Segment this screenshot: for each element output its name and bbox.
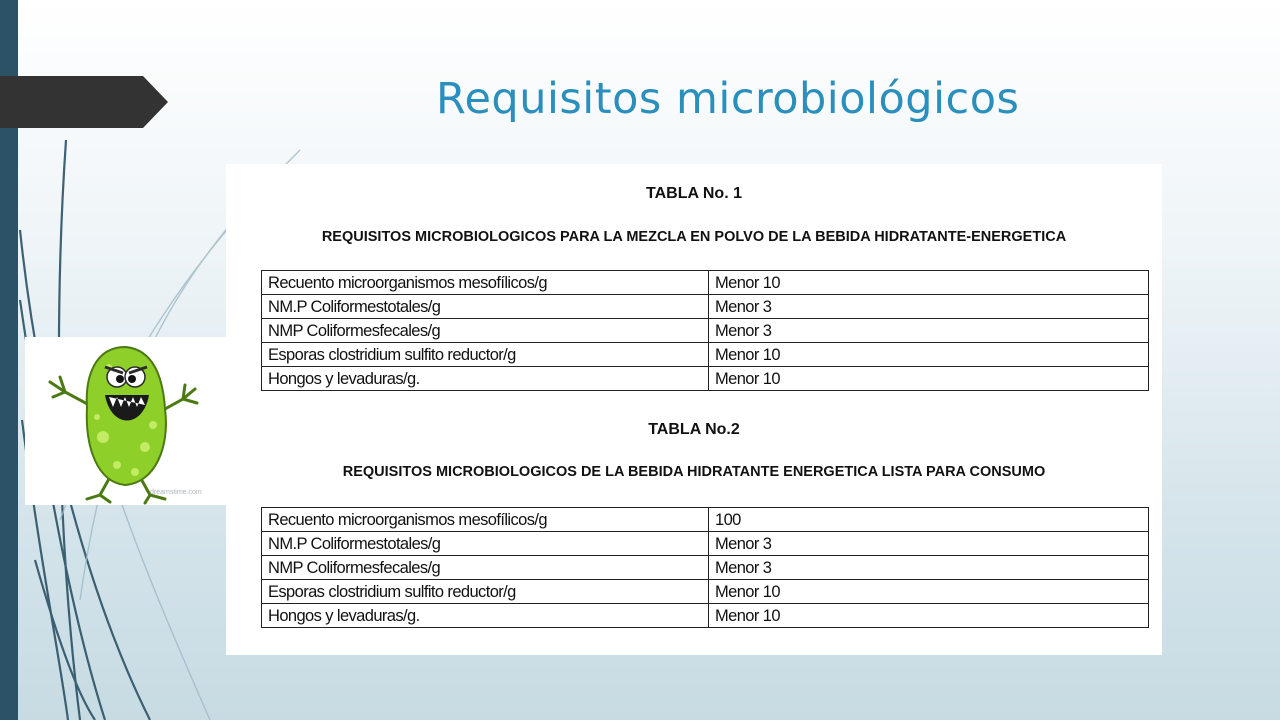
value-cell: Menor 3 — [709, 532, 1149, 556]
table-2 — [261, 507, 1149, 628]
value-cell: Menor 10 — [709, 343, 1149, 367]
value-cell: 100 — [709, 508, 1149, 532]
value-cell: Menor 3 — [709, 295, 1149, 319]
value-cell: Menor 10 — [709, 367, 1149, 391]
value-cell: Menor 10 — [709, 604, 1149, 628]
value-cell: Menor 10 — [709, 580, 1149, 604]
table-row — [262, 319, 1149, 343]
table-row — [262, 367, 1149, 391]
table-row — [262, 532, 1149, 556]
table-row — [262, 295, 1149, 319]
slide-title: Requisitos microbiológicos — [436, 74, 1020, 124]
table-row — [262, 508, 1149, 532]
table-row — [262, 556, 1149, 580]
table-1 — [261, 270, 1149, 391]
value-cell: Menor 3 — [709, 319, 1149, 343]
requirement-cell: NM.P Coliformestotales/g — [262, 532, 709, 556]
germ-icon — [25, 337, 227, 505]
germ-credit: dreamstime.com — [150, 489, 202, 496]
table-1-heading: TABLA No. 1 — [646, 185, 742, 202]
requirement-cell: Recuento microorganismos mesofílicos/g — [262, 508, 709, 532]
title-arrow-shape — [0, 76, 168, 128]
table-1-subtitle: REQUISITOS MICROBIOLOGICOS PARA LA MEZCLA EN POLVO DE LA BEBIDA HIDRATANTE-ENERGETICA — [321, 229, 1067, 245]
document-image — [226, 164, 1162, 655]
value-cell: Menor 3 — [709, 556, 1149, 580]
requirement-cell: NMP Coliformesfecales/g — [262, 556, 709, 580]
germ-illustration — [25, 337, 227, 505]
requirement-cell: Esporas clostridium sulfito reductor/g — [262, 343, 709, 367]
table-row — [262, 604, 1149, 628]
requirement-cell: Esporas clostridium sulfito reductor/g — [262, 580, 709, 604]
table-row — [262, 271, 1149, 295]
requirement-cell: Recuento microorganismos mesofílicos/g — [262, 271, 709, 295]
requirement-cell: Hongos y levaduras/g. — [262, 367, 709, 391]
table-row — [262, 343, 1149, 367]
requirement-cell: Hongos y levaduras/g. — [262, 604, 709, 628]
value-cell: Menor 10 — [709, 271, 1149, 295]
table-2-subtitle: REQUISITOS MICROBIOLOGICOS DE LA BEBIDA HIDRATANTE ENERGETICA LISTA PARA CONSUMO — [342, 464, 1046, 480]
requirement-cell: NMP Coliformesfecales/g — [262, 319, 709, 343]
requirement-cell: NM.P Coliformestotales/g — [262, 295, 709, 319]
table-row — [262, 580, 1149, 604]
table-2-heading: TABLA No.2 — [648, 421, 740, 438]
